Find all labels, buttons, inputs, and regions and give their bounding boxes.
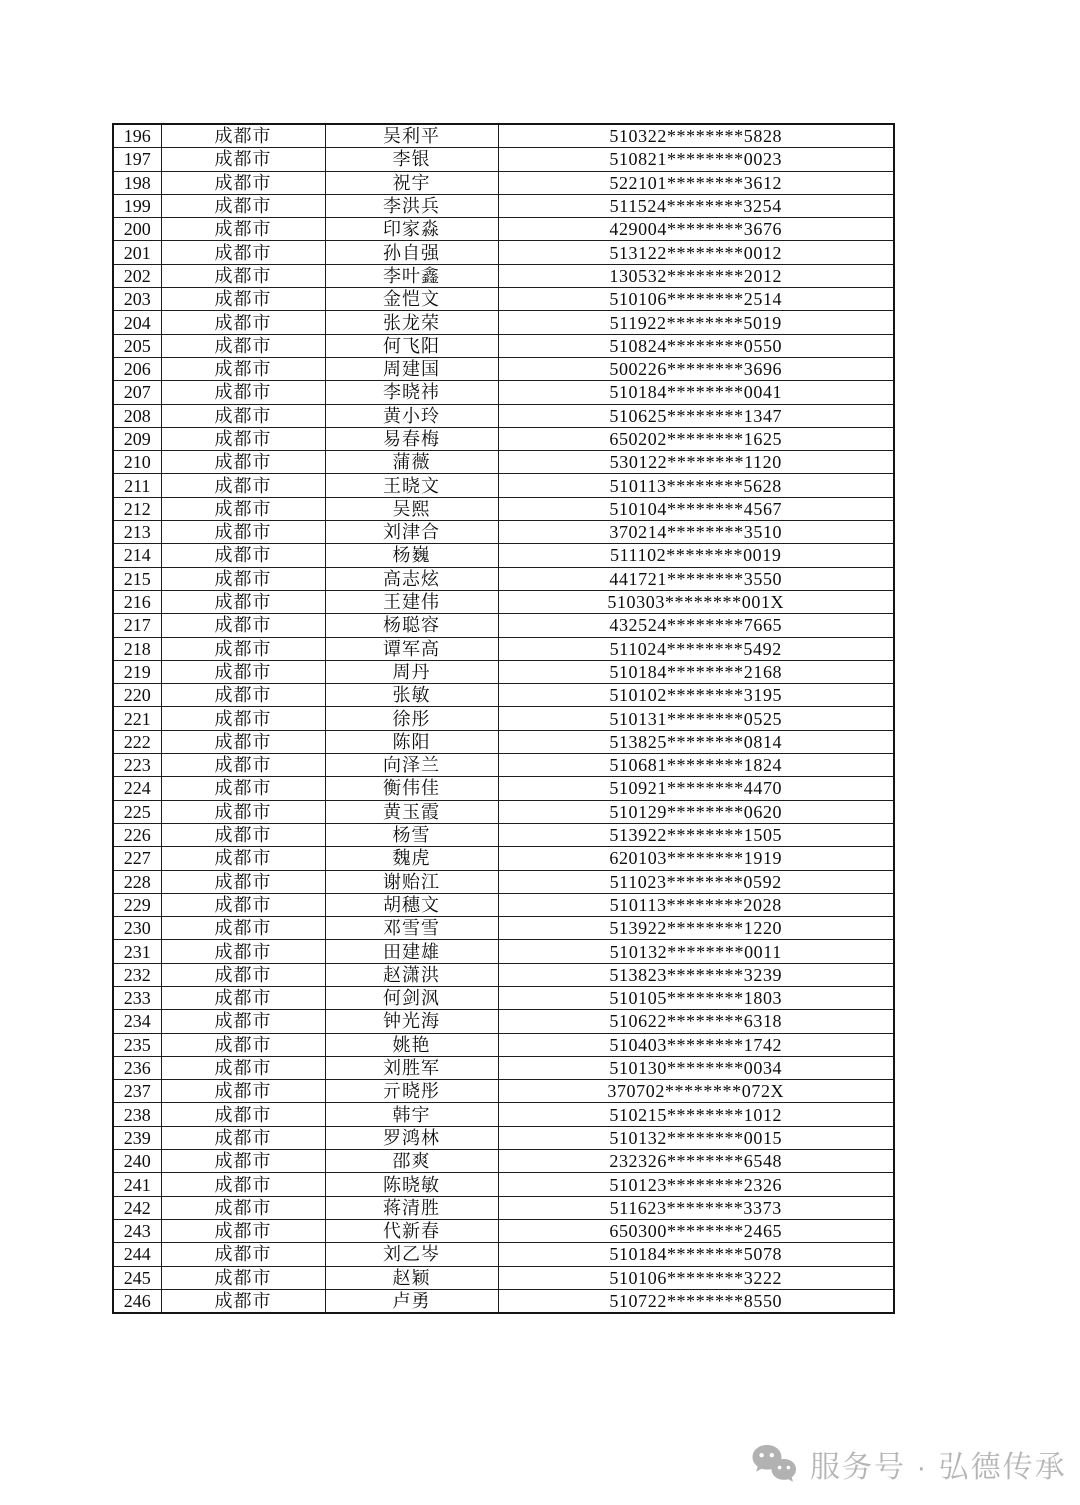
id-number-cell: 510102********3195	[498, 684, 894, 707]
id-number-cell: 510104********4567	[498, 497, 894, 520]
city-cell: 成都市	[161, 311, 325, 334]
name-cell: 黄小玲	[325, 404, 498, 427]
city-cell: 成都市	[161, 381, 325, 404]
table-row	[113, 1126, 894, 1149]
table-row	[113, 1173, 894, 1196]
row-number-cell: 235	[113, 1033, 161, 1056]
name-cell: 吴利平	[325, 124, 498, 148]
city-cell: 成都市	[161, 1173, 325, 1196]
row-number-cell: 214	[113, 544, 161, 567]
name-cell: 祝宇	[325, 171, 498, 194]
city-cell: 成都市	[161, 1266, 325, 1289]
table-row	[113, 1289, 894, 1313]
city-cell: 成都市	[161, 124, 325, 148]
row-number-cell: 241	[113, 1173, 161, 1196]
name-cell: 邓雪雪	[325, 917, 498, 940]
city-cell: 成都市	[161, 1243, 325, 1266]
city-cell: 成都市	[161, 637, 325, 660]
table-row	[113, 684, 894, 707]
row-number-cell: 232	[113, 963, 161, 986]
id-number-cell: 510215********1012	[498, 1103, 894, 1126]
city-cell: 成都市	[161, 893, 325, 916]
row-number-cell: 203	[113, 288, 161, 311]
table-row	[113, 1033, 894, 1056]
row-number-cell: 239	[113, 1126, 161, 1149]
id-number-cell: 511524********3254	[498, 194, 894, 217]
table-row	[113, 381, 894, 404]
name-cell: 张敏	[325, 684, 498, 707]
id-number-cell: 513825********0814	[498, 730, 894, 753]
table-row	[113, 1266, 894, 1289]
row-number-cell: 238	[113, 1103, 161, 1126]
table-row	[113, 986, 894, 1009]
city-cell: 成都市	[161, 660, 325, 683]
table-row	[113, 754, 894, 777]
table-row	[113, 1196, 894, 1219]
city-cell: 成都市	[161, 171, 325, 194]
name-cell: 何飞阳	[325, 334, 498, 357]
row-number-cell: 207	[113, 381, 161, 404]
name-cell: 金恺文	[325, 288, 498, 311]
row-number-cell: 221	[113, 707, 161, 730]
id-number-cell: 510625********1347	[498, 404, 894, 427]
name-cell: 高志炫	[325, 567, 498, 590]
table-row	[113, 241, 894, 264]
id-number-cell: 510824********0550	[498, 334, 894, 357]
city-cell: 成都市	[161, 1080, 325, 1103]
city-cell: 成都市	[161, 1103, 325, 1126]
table-row	[113, 474, 894, 497]
row-number-cell: 196	[113, 124, 161, 148]
row-number-cell: 198	[113, 171, 161, 194]
row-number-cell: 222	[113, 730, 161, 753]
city-cell: 成都市	[161, 497, 325, 520]
row-number-cell: 224	[113, 777, 161, 800]
name-cell: 姚艳	[325, 1033, 498, 1056]
name-cell: 王晓文	[325, 474, 498, 497]
table-row	[113, 288, 894, 311]
table-row	[113, 870, 894, 893]
row-number-cell: 231	[113, 940, 161, 963]
row-number-cell: 218	[113, 637, 161, 660]
watermark-label: 服务号 · 弘德传承	[810, 1451, 1067, 1484]
name-cell: 杨巍	[325, 544, 498, 567]
city-cell: 成都市	[161, 800, 325, 823]
row-number-cell: 202	[113, 264, 161, 287]
name-cell: 刘胜军	[325, 1056, 498, 1079]
city-cell: 成都市	[161, 1196, 325, 1219]
table-row	[113, 218, 894, 241]
name-cell: 陈晓敏	[325, 1173, 498, 1196]
name-cell: 亓晓彤	[325, 1080, 498, 1103]
name-cell: 印家淼	[325, 218, 498, 241]
row-number-cell: 246	[113, 1289, 161, 1313]
city-cell: 成都市	[161, 1289, 325, 1313]
row-number-cell: 206	[113, 357, 161, 380]
name-cell: 代新春	[325, 1219, 498, 1242]
name-cell: 罗鸿林	[325, 1126, 498, 1149]
name-cell: 向泽兰	[325, 754, 498, 777]
name-cell: 蒲薇	[325, 451, 498, 474]
name-cell: 何剑沨	[325, 986, 498, 1009]
city-cell: 成都市	[161, 264, 325, 287]
row-number-cell: 209	[113, 427, 161, 450]
wechat-icon	[750, 1443, 798, 1485]
table-row	[113, 893, 894, 916]
row-number-cell: 208	[113, 404, 161, 427]
id-number-cell: 510322********5828	[498, 124, 894, 148]
name-cell: 吴熙	[325, 497, 498, 520]
id-number-cell: 441721********3550	[498, 567, 894, 590]
row-number-cell: 234	[113, 1010, 161, 1033]
city-cell: 成都市	[161, 218, 325, 241]
table-row	[113, 264, 894, 287]
city-cell: 成都市	[161, 148, 325, 171]
city-cell: 成都市	[161, 404, 325, 427]
name-cell: 周建国	[325, 357, 498, 380]
city-cell: 成都市	[161, 1150, 325, 1173]
city-cell: 成都市	[161, 707, 325, 730]
name-cell: 刘津合	[325, 521, 498, 544]
id-number-cell: 511023********0592	[498, 870, 894, 893]
name-cell: 魏虎	[325, 847, 498, 870]
id-number-cell: 510184********0041	[498, 381, 894, 404]
row-number-cell: 227	[113, 847, 161, 870]
name-cell: 衡伟佳	[325, 777, 498, 800]
name-cell: 陈阳	[325, 730, 498, 753]
name-cell: 谭军高	[325, 637, 498, 660]
city-cell: 成都市	[161, 357, 325, 380]
table-row	[113, 707, 894, 730]
table-row	[113, 148, 894, 171]
table-row	[113, 1103, 894, 1126]
name-cell: 卢勇	[325, 1289, 498, 1313]
name-cell: 邵爽	[325, 1150, 498, 1173]
table-row	[113, 451, 894, 474]
table-row	[113, 660, 894, 683]
table-row	[113, 847, 894, 870]
row-number-cell: 223	[113, 754, 161, 777]
row-number-cell: 240	[113, 1150, 161, 1173]
city-cell: 成都市	[161, 1010, 325, 1033]
id-number-cell: 530122********1120	[498, 451, 894, 474]
city-cell: 成都市	[161, 288, 325, 311]
id-number-cell: 513922********1220	[498, 917, 894, 940]
row-number-cell: 245	[113, 1266, 161, 1289]
id-number-cell: 510105********1803	[498, 986, 894, 1009]
table-row	[113, 124, 894, 148]
city-cell: 成都市	[161, 754, 325, 777]
row-number-cell: 210	[113, 451, 161, 474]
city-cell: 成都市	[161, 567, 325, 590]
table-row	[113, 637, 894, 660]
row-number-cell: 225	[113, 800, 161, 823]
row-number-cell: 244	[113, 1243, 161, 1266]
city-cell: 成都市	[161, 847, 325, 870]
id-number-cell: 510113********2028	[498, 893, 894, 916]
row-number-cell: 229	[113, 893, 161, 916]
wechat-watermark	[750, 1442, 1067, 1486]
id-number-cell: 510132********0011	[498, 940, 894, 963]
city-cell: 成都市	[161, 590, 325, 613]
city-cell: 成都市	[161, 451, 325, 474]
row-number-cell: 213	[113, 521, 161, 544]
name-cell: 赵颖	[325, 1266, 498, 1289]
id-number-cell: 429004********3676	[498, 218, 894, 241]
id-number-cell: 510921********4470	[498, 777, 894, 800]
name-cell: 李银	[325, 148, 498, 171]
table-row	[113, 171, 894, 194]
row-number-cell: 200	[113, 218, 161, 241]
table-row	[113, 917, 894, 940]
table-row	[113, 777, 894, 800]
row-number-cell: 233	[113, 986, 161, 1009]
city-cell: 成都市	[161, 614, 325, 637]
row-number-cell: 204	[113, 311, 161, 334]
row-number-cell: 243	[113, 1219, 161, 1242]
row-number-cell: 199	[113, 194, 161, 217]
row-number-cell: 215	[113, 567, 161, 590]
name-cell: 韩宇	[325, 1103, 498, 1126]
name-cell: 黄玉霞	[325, 800, 498, 823]
city-cell: 成都市	[161, 777, 325, 800]
table-row	[113, 1010, 894, 1033]
name-cell: 钟光海	[325, 1010, 498, 1033]
city-cell: 成都市	[161, 1219, 325, 1242]
id-number-cell: 510184********5078	[498, 1243, 894, 1266]
row-number-cell: 237	[113, 1080, 161, 1103]
name-cell: 杨聪容	[325, 614, 498, 637]
row-number-cell: 236	[113, 1056, 161, 1079]
id-number-cell: 232326********6548	[498, 1150, 894, 1173]
table-row	[113, 567, 894, 590]
city-cell: 成都市	[161, 194, 325, 217]
id-number-cell: 510106********3222	[498, 1266, 894, 1289]
id-number-cell: 432524********7665	[498, 614, 894, 637]
id-number-cell: 650202********1625	[498, 427, 894, 450]
city-cell: 成都市	[161, 1033, 325, 1056]
id-number-cell: 510303********001X	[498, 590, 894, 613]
row-number-cell: 211	[113, 474, 161, 497]
id-number-cell: 510821********0023	[498, 148, 894, 171]
id-number-cell: 511102********0019	[498, 544, 894, 567]
table-row	[113, 1243, 894, 1266]
id-number-cell: 500226********3696	[498, 357, 894, 380]
table-row	[113, 800, 894, 823]
id-number-cell: 511922********5019	[498, 311, 894, 334]
row-number-cell: 197	[113, 148, 161, 171]
city-cell: 成都市	[161, 963, 325, 986]
id-number-cell: 510131********0525	[498, 707, 894, 730]
table-row	[113, 1056, 894, 1079]
name-cell: 易春梅	[325, 427, 498, 450]
city-cell: 成都市	[161, 940, 325, 963]
row-number-cell: 230	[113, 917, 161, 940]
roster-table-container	[112, 123, 893, 1314]
id-number-cell: 620103********1919	[498, 847, 894, 870]
city-cell: 成都市	[161, 823, 325, 846]
table-row	[113, 940, 894, 963]
id-number-cell: 130532********2012	[498, 264, 894, 287]
row-number-cell: 201	[113, 241, 161, 264]
name-cell: 李叶鑫	[325, 264, 498, 287]
table-body	[113, 124, 894, 1313]
table-row	[113, 823, 894, 846]
name-cell: 孙自强	[325, 241, 498, 264]
id-number-cell: 510129********0620	[498, 800, 894, 823]
id-number-cell: 511623********3373	[498, 1196, 894, 1219]
city-cell: 成都市	[161, 1056, 325, 1079]
table-row	[113, 497, 894, 520]
table-row	[113, 730, 894, 753]
city-cell: 成都市	[161, 730, 325, 753]
name-cell: 张龙荣	[325, 311, 498, 334]
city-cell: 成都市	[161, 684, 325, 707]
city-cell: 成都市	[161, 544, 325, 567]
name-cell: 胡穗文	[325, 893, 498, 916]
name-cell: 赵潇洪	[325, 963, 498, 986]
id-number-cell: 510403********1742	[498, 1033, 894, 1056]
name-cell: 谢贻江	[325, 870, 498, 893]
name-cell: 李洪兵	[325, 194, 498, 217]
city-cell: 成都市	[161, 334, 325, 357]
name-cell: 杨雪	[325, 823, 498, 846]
id-number-cell: 510184********2168	[498, 660, 894, 683]
name-cell: 刘乙岑	[325, 1243, 498, 1266]
row-number-cell: 228	[113, 870, 161, 893]
row-number-cell: 219	[113, 660, 161, 683]
city-cell: 成都市	[161, 917, 325, 940]
id-number-cell: 510123********2326	[498, 1173, 894, 1196]
name-cell: 蒋清胜	[325, 1196, 498, 1219]
table-row	[113, 963, 894, 986]
table-row	[113, 544, 894, 567]
id-number-cell: 513122********0012	[498, 241, 894, 264]
table-row	[113, 590, 894, 613]
table-row	[113, 1150, 894, 1173]
table-row	[113, 1080, 894, 1103]
city-cell: 成都市	[161, 986, 325, 1009]
row-number-cell: 205	[113, 334, 161, 357]
id-number-cell: 510130********0034	[498, 1056, 894, 1079]
name-cell: 徐彤	[325, 707, 498, 730]
id-number-cell: 510106********2514	[498, 288, 894, 311]
id-number-cell: 510722********8550	[498, 1289, 894, 1313]
id-number-cell: 510132********0015	[498, 1126, 894, 1149]
table-row	[113, 404, 894, 427]
table-row	[113, 1219, 894, 1242]
id-number-cell: 522101********3612	[498, 171, 894, 194]
table-row	[113, 614, 894, 637]
row-number-cell: 226	[113, 823, 161, 846]
table-row	[113, 311, 894, 334]
table-row	[113, 194, 894, 217]
city-cell: 成都市	[161, 427, 325, 450]
name-cell: 王建伟	[325, 590, 498, 613]
city-cell: 成都市	[161, 474, 325, 497]
city-cell: 成都市	[161, 870, 325, 893]
id-number-cell: 511024********5492	[498, 637, 894, 660]
row-number-cell: 242	[113, 1196, 161, 1219]
id-number-cell: 650300********2465	[498, 1219, 894, 1242]
city-cell: 成都市	[161, 1126, 325, 1149]
row-number-cell: 220	[113, 684, 161, 707]
id-number-cell: 510113********5628	[498, 474, 894, 497]
table-row	[113, 427, 894, 450]
city-cell: 成都市	[161, 241, 325, 264]
id-number-cell: 510622********6318	[498, 1010, 894, 1033]
id-number-cell: 370702********072X	[498, 1080, 894, 1103]
name-cell: 田建雄	[325, 940, 498, 963]
city-cell: 成都市	[161, 521, 325, 544]
roster-table	[112, 123, 895, 1314]
row-number-cell: 216	[113, 590, 161, 613]
id-number-cell: 510681********1824	[498, 754, 894, 777]
table-row	[113, 334, 894, 357]
name-cell: 李晓祎	[325, 381, 498, 404]
id-number-cell: 513823********3239	[498, 963, 894, 986]
id-number-cell: 513922********1505	[498, 823, 894, 846]
table-row	[113, 357, 894, 380]
name-cell: 周丹	[325, 660, 498, 683]
id-number-cell: 370214********3510	[498, 521, 894, 544]
table-row	[113, 521, 894, 544]
row-number-cell: 217	[113, 614, 161, 637]
row-number-cell: 212	[113, 497, 161, 520]
